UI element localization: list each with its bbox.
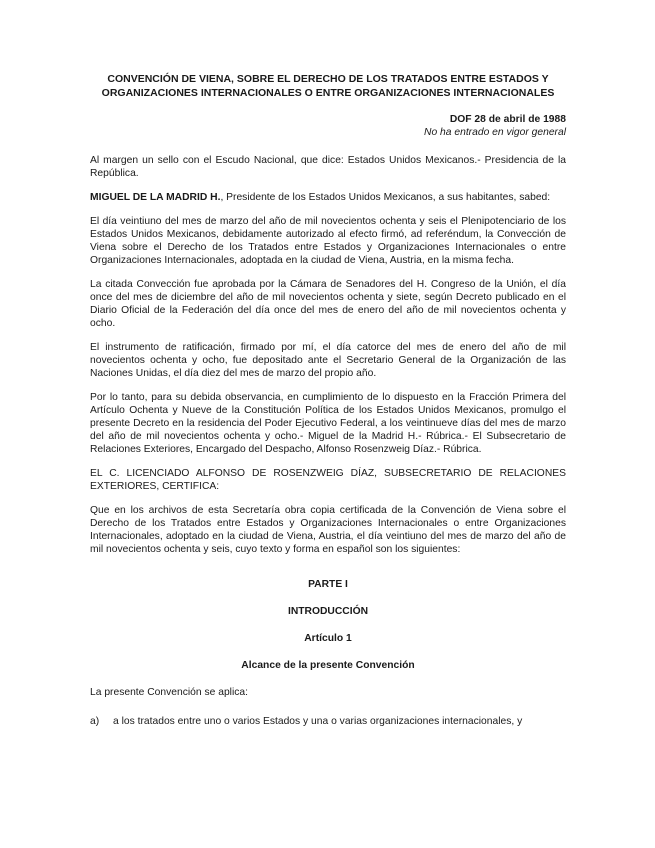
scope-intro: La presente Convención se aplica: <box>90 687 248 698</box>
dof-date: DOF 28 de abril de 1988 <box>449 114 566 125</box>
part-heading: PARTE I <box>308 579 348 590</box>
list-item-label: a) <box>90 716 100 727</box>
article-heading: Artículo 1 <box>304 633 352 644</box>
paragraph-approval: La citada Convección fue aprobada por la Cámara de Senadores del H. Congreso de la Unión, el día once del mes de diciembre del año de mil novecientos ochenta y siete, según Decreto publicado en el Diario Oficial de la Federación del día once del mes de enero del año de mil novecientos ochenta y ocho. <box>90 279 566 329</box>
paragraph-signing: El día veintiuno del mes de marzo del año de mil novecientos ochenta y seis el Plenipotenciario de los Estados Unidos Mexicanos, debidamente autorizado al efecto firmó, ad referéndum, la Convección de Viena sobre el Derecho de los Tratados entre Estados y Organizaciones Internacionales o entre Organizaciones Internacionales, adoptada en la ciudad de Viena, Austria, en la misma fecha. <box>90 216 566 266</box>
validity-status: No ha entrado en vigor general <box>424 127 566 138</box>
introduction-heading: INTRODUCCIÓN <box>287 606 369 617</box>
document-title: CONVENCIÓN DE VIENA, SOBRE EL DERECHO DE LOS TRATADOS ENTRE ESTADOS Y ORGANIZACIONES INTERNACIONALES O ENTRE ORGANIZACIONES INTERNACIONALES <box>101 73 555 99</box>
list-item-text: a los tratados entre uno o varios Estados y una o varias organizaciones internacionales, y <box>113 716 523 727</box>
publication-info <box>90 113 566 139</box>
president-name: MIGUEL DE LA MADRID H. <box>90 192 221 203</box>
paragraph-certifier: EL C. LICENCIADO ALFONSO DE ROSENZWEIG DÍAZ, SUBSECRETARIO DE RELACIONES EXTERIORES, CERTIFICA: <box>90 468 566 492</box>
paragraph-seal: Al margen un sello con el Escudo Nacional, que dice: Estados Unidos Mexicanos.- Presidencia de la República. <box>90 155 566 179</box>
document-page <box>90 73 566 728</box>
paragraph-president <box>90 191 566 204</box>
scope-heading: Alcance de la presente Convención <box>241 660 415 671</box>
president-text: , Presidente de los Estados Unidos Mexicanos, a sus habitantes, sabed: <box>220 192 551 203</box>
list-item <box>90 715 566 728</box>
paragraph-certification: Que en los archivos de esta Secretaría obra copia certificada de la Convención de Viena sobre el Derecho de los Tratados entre Estados y Organizaciones Internacionales o entre Organizaciones Internacionales, adoptado en la ciudad de Viena, Austria, el día veintiuno del mes de marzo del año de mil novecientos ochenta y seis, cuyo texto y forma en español son los siguientes: <box>90 505 566 555</box>
paragraph-ratification: El instrumento de ratificación, firmado por mí, el día catorce del mes de enero del año de mil novecientos ochenta y ocho, fue depositado ante el Secretario General de la Organización de las Naciones Unidas, el día diez del mes de marzo del propio año. <box>90 342 566 379</box>
paragraph-promulgation: Por lo tanto, para su debida observancia, en cumplimiento de lo dispuesto en la Fracción Primera del Artículo Ochenta y Nueve de la Constitución Política de los Estados Unidos Mexicanos, promulgo el presente Decreto en la residencia del Poder Ejecutivo Federal, a los veintinueve días del mes de marzo del año de mil novecientos ochenta y ocho.- Miguel de la Madrid H.- Rúbrica.- El Subsecretario de Relaciones Exteriores, Encargado del Despacho, Alfonso Rosenzweig Díaz.- Rúbrica. <box>90 392 566 455</box>
